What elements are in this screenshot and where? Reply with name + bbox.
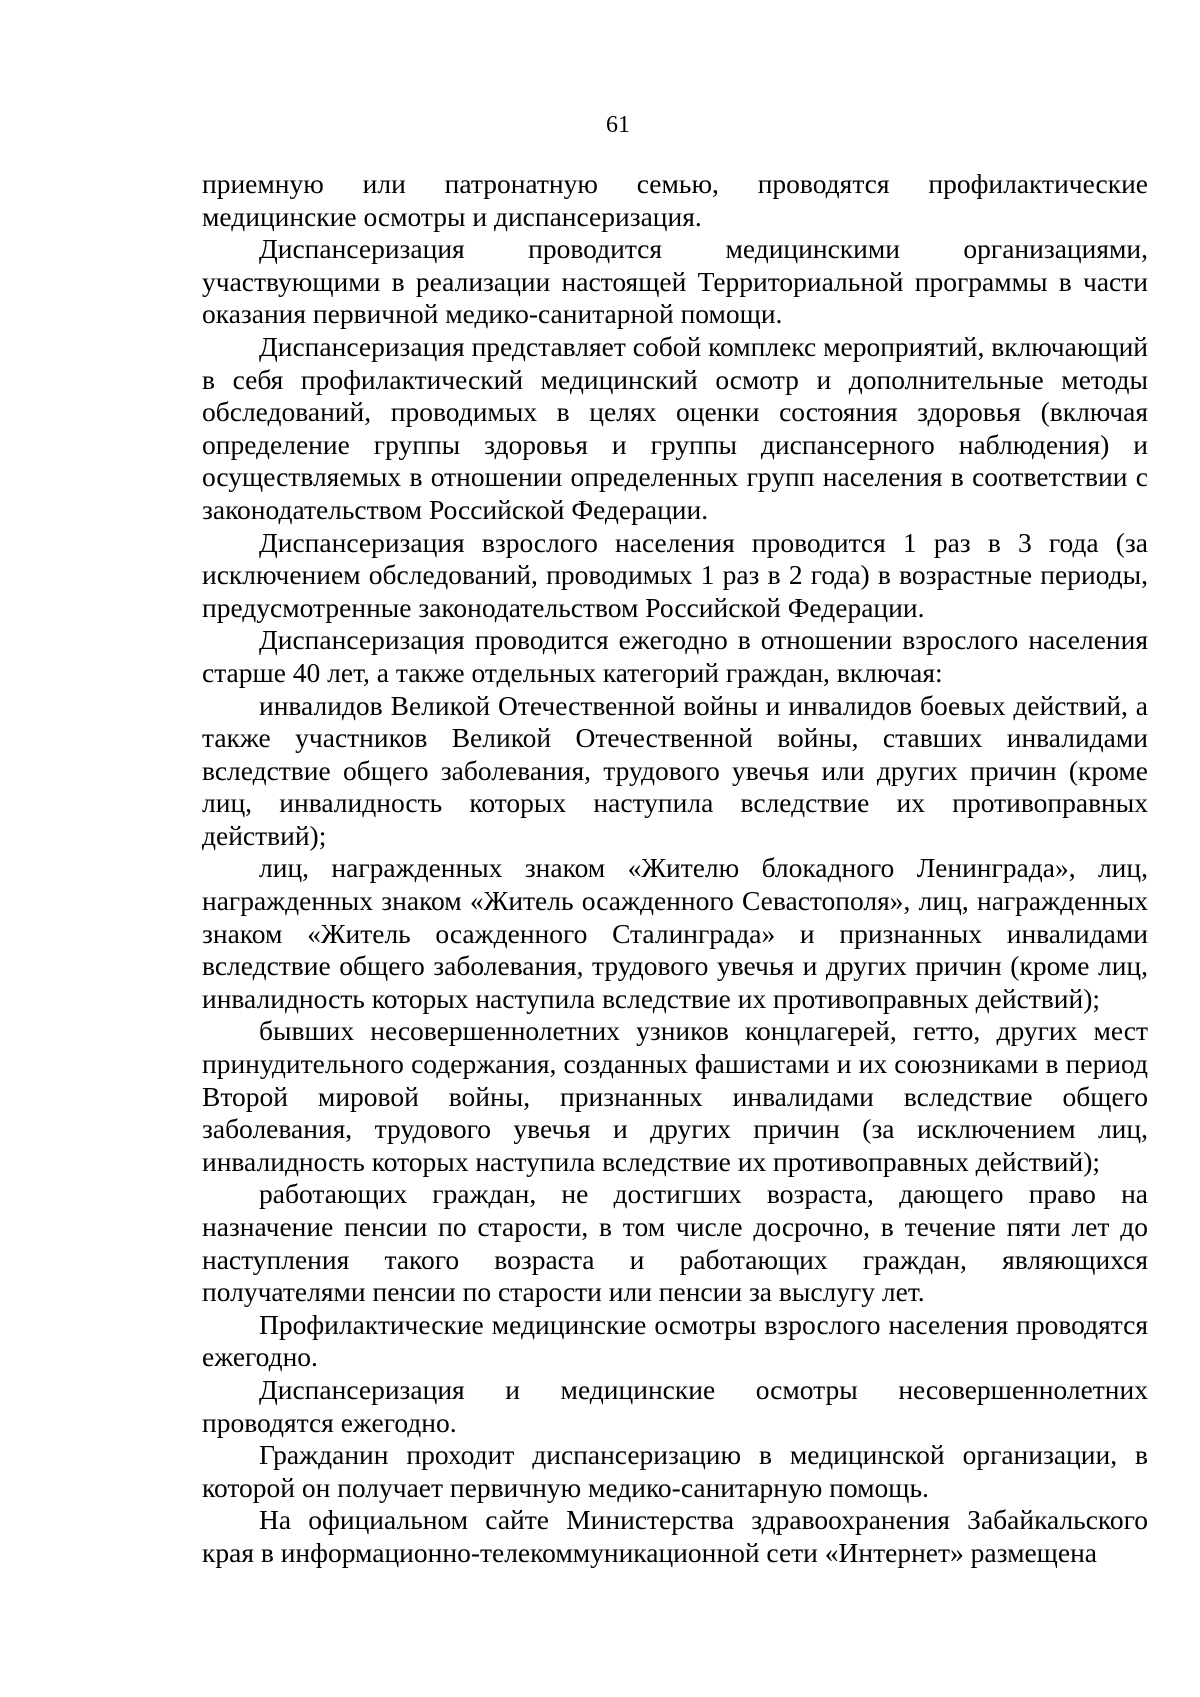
paragraph: работающих граждан, не достигших возраста, дающего право на назначение пенсии по старости, в том числе досрочно, в течение пяти лет до наступления такого возраста и работающих граждан, являющихся получателями пенсии по старости или пенсии за выслугу лет. (202, 1178, 1148, 1308)
paragraph: Диспансеризация проводится медицинскими организациями, участвующими в реализации настоящей Территориальной программы в части оказания первичной медико-санитарной помощи. (202, 233, 1148, 330)
paragraph: Диспансеризация взрослого населения проводится 1 раз в 3 года (за исключением обследований, проводимых 1 раз в 2 года) в возрастные периоды, предусмотренные законодательством Российской Федерации. (202, 526, 1148, 623)
paragraph: Диспансеризация представляет собой комплекс мероприятий, включающий в себя профилактический медицинский осмотр и дополнительные методы обследований, проводимых в целях оценки состояния здоровья (включая определение группы здоровья и группы диспансерного наблюдения) и осуществляемых в отношении определенных групп населения в соответствии с законодательством Российской Федерации. (202, 330, 1148, 525)
paragraph: приемную или патронатную семью, проводятся профилактические медицинские осмотры и диспансеризация. (202, 168, 1148, 232)
paragraph: Диспансеризация проводится ежегодно в отношении взрослого населения старше 40 лет, а также отдельных категорий граждан, включая: (202, 624, 1148, 688)
paragraph: Гражданин проходит диспансеризацию в медицинской организации, в которой он получает первичную медико-санитарную помощь. (202, 1439, 1148, 1503)
paragraph: инвалидов Великой Отечественной войны и инвалидов боевых действий, а также участников Великой Отечественной войны, ставших инвалидами вследствие общего заболевания, трудового увечья или других причин (кроме лиц, инвалидность которых наступила вследствие их противоправных действий); (202, 689, 1148, 851)
paragraph: Профилактические медицинские осмотры взрослого населения проводятся ежегодно. (202, 1308, 1148, 1373)
paragraph: На официальном сайте Министерства здравоохранения Забайкальского края в информационно-телекоммуникационной сети «Интернет» размещена (202, 1504, 1148, 1568)
paragraph: Диспансеризация и медицинские осмотры несовершеннолетних проводятся ежегодно. (202, 1373, 1148, 1438)
paragraph: лиц, награжденных знаком «Жителю блокадного Ленинграда», лиц, награжденных знаком «Житель осажденного Севастополя», лиц, награжденных знаком «Житель осажденного Сталинграда» и признанных инвалидами вследствие общего заболевания, трудового увечья и других причин (кроме лиц, инвалидность которых наступила вследствие их противоправных действий); (202, 852, 1148, 1014)
paragraph: бывших несовершеннолетних узников концлагерей, гетто, других мест принудительного содержания, созданных фашистами и их союзниками в период Второй мировой войны, признанных инвалидами вследствие общего заболевания, трудового увечья и других причин (за исключением лиц, инвалидность которых наступила вследствие их противоправных действий); (202, 1015, 1148, 1177)
page-number: 61 (606, 112, 630, 138)
document-body (202, 168, 1148, 1570)
